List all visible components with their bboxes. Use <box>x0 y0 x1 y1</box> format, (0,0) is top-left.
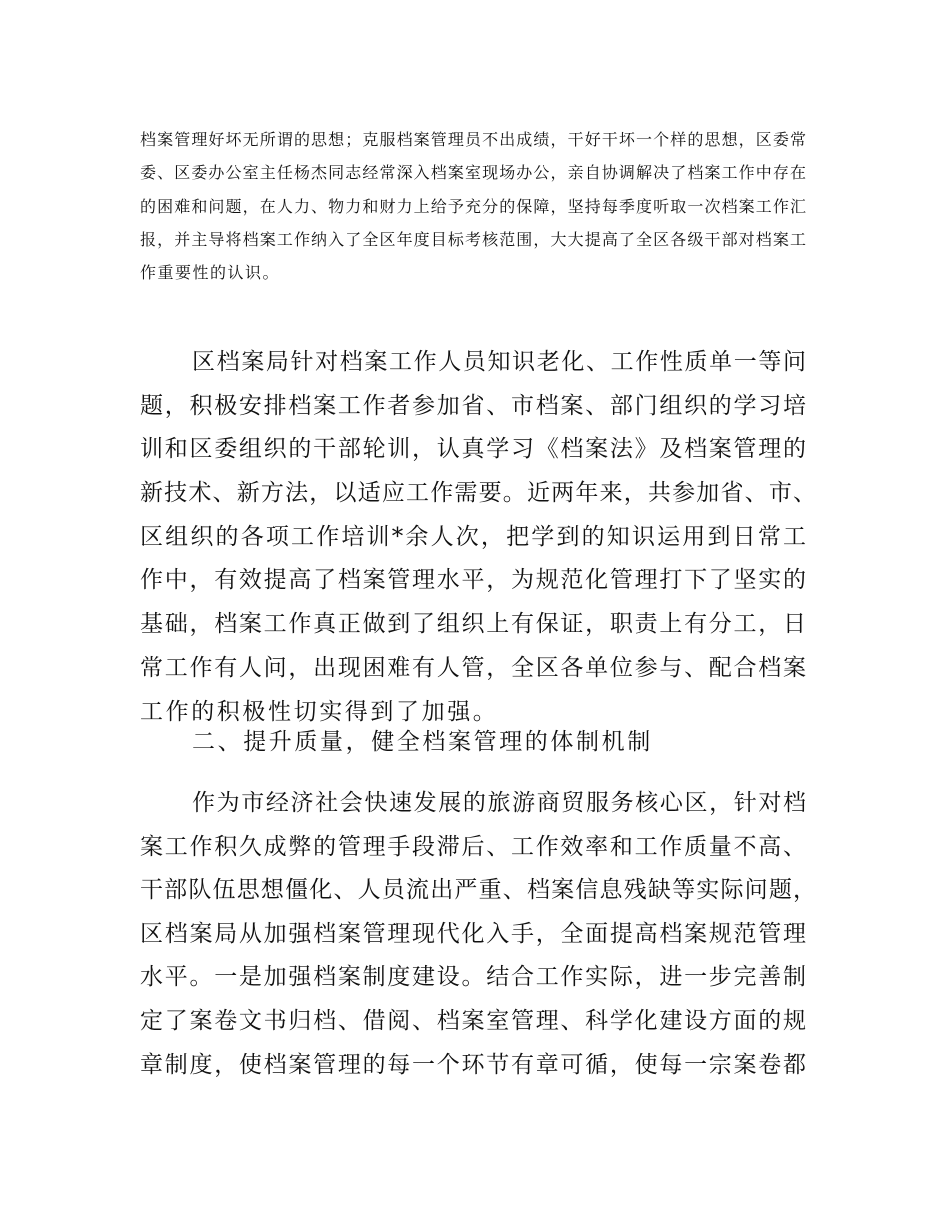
text-line: 新技术、新方法，以适应工作需要。近两年来，共参加省、市、 <box>140 480 816 506</box>
text-line: 区档案局针对档案工作人员知识老化、工作性质单一等问 <box>192 349 806 375</box>
text-line: 干部队伍思想僵化、人员流出严重、档案信息残缺等实际问题， <box>140 877 816 903</box>
text-line: 作为市经济社会快速发展的旅游商贸服务核心区，针对档 <box>192 790 806 816</box>
text-line: 委、区委办公室主任杨杰同志经常深入档案室现场办公，亲自协调解决了档案工作中存在 <box>140 163 806 182</box>
text-line: 档案管理好坏无所谓的思想；克服档案管理员不出成绩，干好干坏一个样的思想，区委常 <box>140 130 806 149</box>
section-heading: 二、提升质量，健全档案管理的体制机制 <box>192 729 653 755</box>
text-line: 水平。一是加强档案制度建设。结合工作实际，进一步完善制 <box>140 964 806 990</box>
text-line: 案工作积久成弊的管理手段滞后、工作效率和工作质量不高、 <box>140 834 806 860</box>
text-line: 章制度，使档案管理的每一个环节有章可循，使每一宗案卷都 <box>140 1052 806 1078</box>
text-line: 工作的积极性切实得到了加强。 <box>140 699 499 725</box>
text-line: 题，积极安排档案工作者参加省、市档案、部门组织的学习培 <box>140 393 806 419</box>
text-line: 作中，有效提高了档案管理水平，为规范化管理打下了坚实的 <box>140 567 806 593</box>
text-line: 定了案卷文书归档、借阅、档案室管理、科学化建设方面的规 <box>140 1008 806 1034</box>
text-line: 区档案局从加强档案管理现代化入手，全面提高档案规范管理 <box>140 921 806 947</box>
text-line: 基础，档案工作真正做到了组织上有保证，职责上有分工，日 <box>140 611 806 637</box>
text-line: 区组织的各项工作培训*余人次，把学到的知识运用到日常工 <box>140 524 806 550</box>
text-line: 训和区委组织的干部轮训，认真学习《档案法》及档案管理的 <box>140 436 806 462</box>
text-line: 的困难和问题，在人力、物力和财力上给予充分的保障，坚持每季度听取一次档案工作汇 <box>140 197 806 216</box>
text-line: 报，并主导将档案工作纳入了全区年度目标考核范围，大大提高了全区各级干部对档案工 <box>140 230 806 249</box>
text-line: 作重要性的认识。 <box>140 263 281 282</box>
text-line: 常工作有人问，出现困难有人管，全区各单位参与、配合档案 <box>140 655 806 681</box>
